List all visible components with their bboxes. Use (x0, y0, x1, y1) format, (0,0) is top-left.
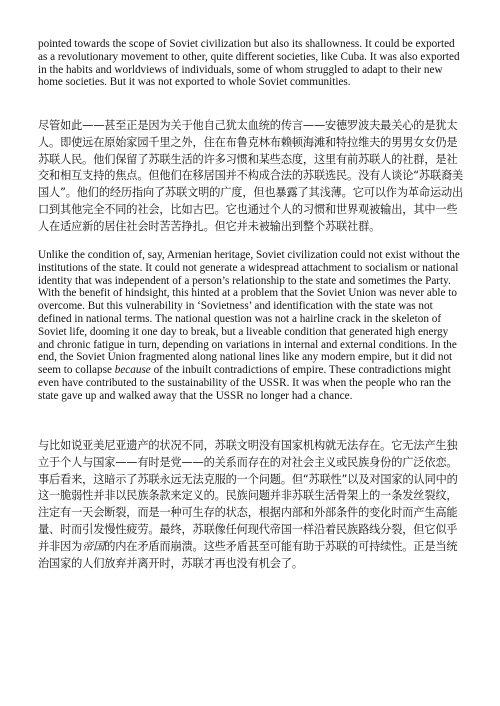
text-fragment: 与比如说亚美尼亚遗产的状况不同，苏联文明没有国家机构就无法存在。它无法产生独立于个人与国家——有时是党——的关系而存在的对社会主义或民族身份的广泛依恋。事后看来，这暗示了苏联永远无法克服的一个问题。但“苏联性”以及对国家的认同中的这一脆弱性并非以民族条款来定义的。民族问题并非苏联生活骨架上的一条发丝裂纹，注定有一天会断裂，而是一种可生存的状态，根据内部和外部条件的变化时而产生高能量、时而引发慢性疲劳。最终，苏联像任何现代帝国一样沿着民族路线分裂，但它似乎并非因为 (38, 439, 458, 553)
italic-emphasis: 帝国 (82, 539, 105, 553)
paragraph-chinese-2 (38, 438, 466, 572)
paragraph-chinese-1: 尽管如此——甚至正是因为关于他自己犹太血统的传言——安德罗波夫最关心的是犹太人。即使远在原始家园千里之外，住在布鲁克林布赖顿海滩和特拉维夫的男男女女仍是苏联人民。他们保留了苏联生活的许多习惯和某些态度，这里有前苏联人的社群，是社交和相互支持的焦点。但他们在移居国并不构成合法的苏联选民。没有人谈论“苏联裔美国人”。他们的经历指向了苏联文明的广度，但也暴露了其浅薄。它可以作为革命运动出口到其他完全不同的社会，比如古巴。它也通过个人的习惯和世界观被输出，其中一些人在适应新的居住社会时苦苦挣扎。但它并未被输出到整个苏联社群。 (38, 119, 464, 233)
text-fragment: of the inbuilt contradictions of empire. These contradictions might even have contributed to the sustainability of the USSR. It was when the people who ran the state gave up and walked away that the USSR no longer had a chance. (38, 364, 451, 402)
italic-emphasis: because (114, 364, 151, 377)
paragraph-english-1: pointed towards the scope of Soviet civilization but also its shallowness. It could be exported as a revolutionary movement to other, quite different societies, like Cuba. It was also exported in the habits and worldviews of individuals, some of whom struggled to adapt to their new home societies. But it was not exported to whole Soviet communities. (38, 38, 460, 89)
text-fragment: Unlike the condition of, say, Armenian heritage, Soviet civilization could not exist without the institutions of the state. It could not generate a widespread attachment to socialism or national identity that was independent of a person’s relationship to the state and sometimes the Party. With the benefit of hindsight, this hinted at a problem that the Soviet Union was never able to overcome. But this vulnerability in ‘Sovietness’ and identification with the state was not defined in national terms. The national question was not a hairline crack in the skeleton of Soviet life, dooming it one day to break, but a liveable condition that generated high energy and chronic fatigue in turn, depending on variations in internal and external conditions. In the end, the Soviet Union fragmented along national lines like any modern empire, but it did not seem to collapse (38, 249, 460, 377)
text-fragment: 的内在矛盾而崩溃。这些矛盾甚至可能有助于苏联的可持续性。正是当统治国家的人们放弃并离开时，苏联才再也没有机会了。 (38, 539, 458, 570)
paragraph-english-2 (38, 249, 466, 403)
